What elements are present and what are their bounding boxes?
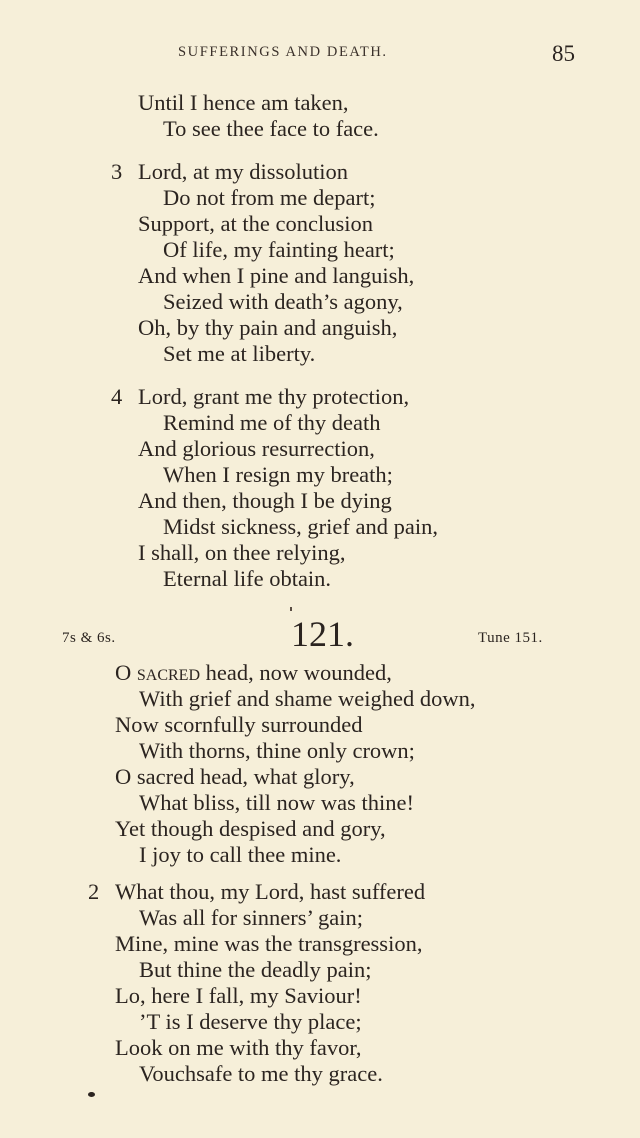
verse-number: 4	[111, 384, 123, 409]
verse-number: 2	[88, 879, 100, 904]
first-line-rest: head, now wounded,	[205, 660, 392, 685]
verse-line: Lo, here I fall, my Saviour!	[115, 983, 362, 1008]
meter-label: 7s & 6s.	[62, 630, 116, 646]
verse-line: Oh, by thy pain and anguish,	[138, 315, 398, 340]
verse-line: Seized with death’s agony,	[163, 289, 403, 314]
verse-line: Now scornfully surrounded	[115, 712, 363, 737]
verse-line: Until I hence am taken,	[138, 90, 349, 115]
verse-line: With thorns, thine only crown;	[139, 738, 415, 763]
verse-line: ’T is I deserve thy place;	[139, 1009, 362, 1034]
hymn-number: 121.	[291, 614, 354, 654]
verse-line: Was all for sinners’ gain;	[139, 905, 363, 930]
verse-line: Mine, mine was the transgression,	[115, 931, 423, 956]
verse-line: To see thee face to face.	[163, 116, 379, 141]
verse-line: Eternal life obtain.	[163, 566, 332, 591]
verse-line: Lord, grant me thy protection,	[138, 384, 410, 409]
verse-line: I joy to call thee mine.	[139, 842, 342, 867]
verse-line: But thine the deadly pain;	[139, 957, 372, 982]
verse-line: Do not from me depart;	[163, 185, 376, 210]
tune-reference: Tune 151.	[478, 630, 543, 646]
verse-line: With grief and shame weighed down,	[139, 686, 476, 711]
page-number: 85	[552, 41, 575, 66]
verse-line: Lord, at my dissolution	[138, 159, 348, 184]
verse-line: Of life, my fainting heart;	[163, 237, 395, 262]
first-letter: O	[115, 660, 132, 685]
small-caps-word: sacred	[136, 660, 200, 685]
verse-line: Set me at liberty.	[163, 341, 316, 366]
verse-line: Midst sickness, grief and pain,	[163, 514, 438, 539]
verse-line: Support, at the conclusion	[138, 211, 373, 236]
verse-line: Remind me of thy death	[163, 410, 381, 435]
verse-line: And when I pine and languish,	[138, 263, 415, 288]
verse-line: And glorious resurrection,	[138, 436, 375, 461]
verse-line: What thou, my Lord, hast suffered	[115, 879, 426, 904]
verse-line: What bliss, till now was thine!	[139, 790, 414, 815]
printing-mark	[290, 607, 292, 611]
verse-line: I shall, on thee relying,	[138, 540, 346, 565]
verse-line: O sacred head, what glory,	[115, 764, 355, 789]
verse-first-line	[115, 660, 392, 686]
verse-line: When I resign my breath;	[163, 462, 393, 487]
verse-line: Yet though despised and gory,	[115, 816, 386, 841]
verse-line: Look on me with thy favor,	[115, 1035, 362, 1060]
verse-line: And then, though I be dying	[138, 488, 392, 513]
ink-dot	[88, 1092, 95, 1097]
running-head: SUFFERINGS AND DEATH.	[178, 44, 388, 60]
verse-number: 3	[111, 159, 123, 184]
verse-line: Vouchsafe to me thy grace.	[139, 1061, 383, 1086]
